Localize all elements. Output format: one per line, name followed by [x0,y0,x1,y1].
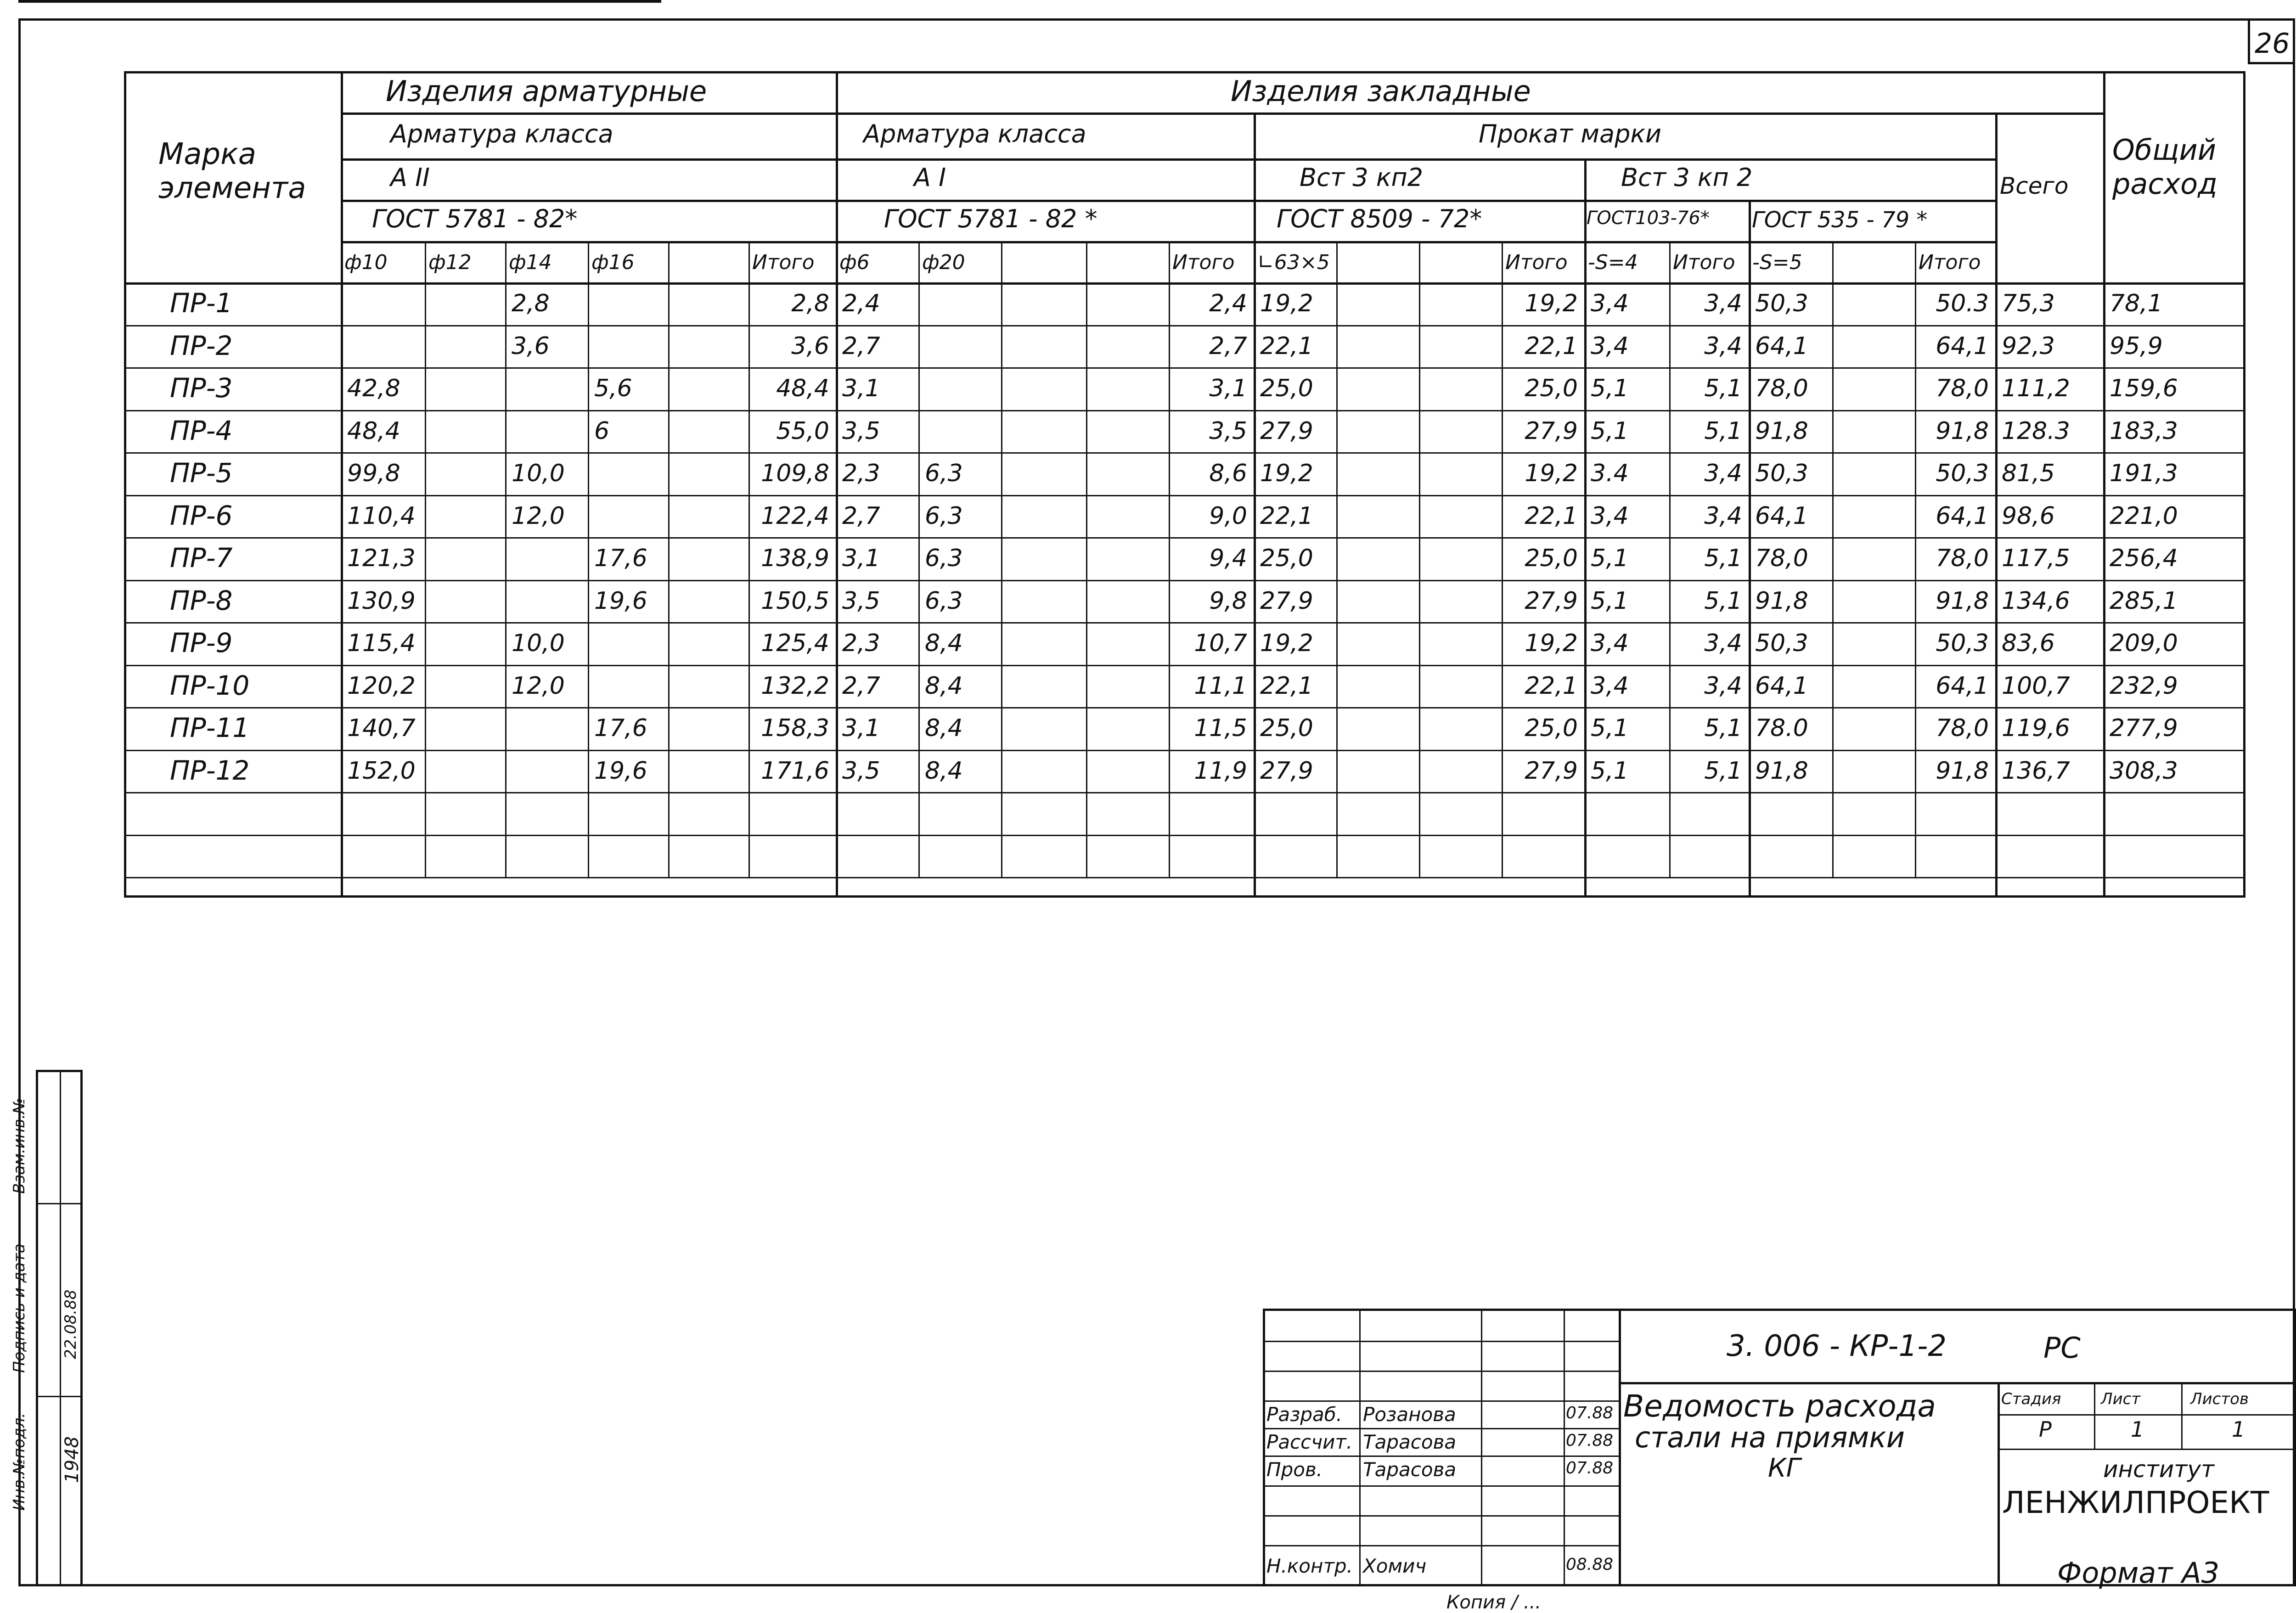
table-cell: 25,0 [1260,375,1313,402]
table-cell: 27,9 [1525,417,1578,445]
table-cell: 2,3 [842,629,880,657]
table-cell: 78,0 [1936,714,1989,742]
table-cell: 91,8 [1755,587,1808,615]
table-cell: 11,5 [1194,714,1247,742]
table-cell: 25,0 [1525,714,1578,742]
title-line-2: стали на приямки [1635,1421,1905,1454]
bottom-note: Копия / ... [1446,1592,1542,1613]
sheets-label: Листов [2190,1390,2249,1408]
table-cell: 8,4 [925,629,963,657]
subheader-cell: ф10 [344,251,388,274]
table-cell: 64,1 [1755,502,1808,530]
table-cell: 6,3 [925,460,963,487]
doc-type: РС [2043,1331,2081,1365]
table-cell: 78,0 [1755,375,1808,402]
table-cell: 64,1 [1755,332,1808,360]
table-cell: 27,9 [1260,757,1313,785]
column-divider [1584,241,1586,877]
class-aii: А II [390,163,430,192]
table-cell: 50,3 [1755,629,1808,657]
subheader-cell: ф12 [428,251,472,274]
table-cell: 12,0 [512,502,565,530]
table-cell: 22,1 [1260,502,1313,530]
row-mark: ПР-5 [170,457,233,489]
row-divider [124,367,2245,369]
table-cell: 100,7 [2002,672,2070,700]
table-cell: 5,6 [594,375,632,402]
table-cell: 183,3 [2110,417,2178,445]
table-cell: 42,8 [347,375,400,402]
table-cell: 3.4 [1591,460,1629,487]
format-label: Формат А3 [2057,1556,2220,1590]
vst3kp2-a: Вст 3 кп2 [1300,163,1424,192]
table-cell: 78,0 [1936,375,1989,402]
table-cell: 3,5 [842,587,880,615]
table-cell: 50,3 [1755,460,1808,487]
table-cell: 128.3 [2002,417,2070,445]
signer-name: Розанова [1363,1403,1456,1426]
column-divider [1419,241,1420,877]
table-cell: 95,9 [2110,332,2163,360]
table-cell: 10,0 [512,460,565,487]
armature-class-header: Арматура класса [390,119,613,148]
table-cell: 55,0 [776,417,829,445]
table-cell: 132,2 [761,672,829,700]
table-cell: 81,5 [2002,460,2055,487]
table-cell: 115,4 [347,629,416,657]
table-cell: 221,0 [2110,502,2178,530]
table-cell: 191,3 [2110,460,2178,487]
side-stamp-signature-label: Подпись и дата [10,1243,28,1373]
group-armature-header: Изделия арматурные [386,74,707,108]
table-cell: 3,4 [1704,672,1742,700]
table-cell: 3,4 [1704,502,1742,530]
signer-role: Н.контр. [1266,1555,1353,1577]
table-cell: 11,1 [1194,672,1247,700]
table-cell: 83,6 [2002,629,2055,657]
row-mark: ПР-3 [170,372,233,404]
doc-code: 3. 006 - КР-1-2 [1727,1329,1947,1363]
table-cell: 209,0 [2110,629,2178,657]
table-cell: 3,4 [1591,672,1629,700]
title-block-row-line [1263,1371,1619,1372]
table-cell: 5,1 [1591,545,1629,572]
group-embedded-header: Изделия закладные [1231,74,1531,108]
table-cell: 111,2 [2002,375,2070,402]
table-cell: 5,1 [1591,714,1629,742]
table-cell: 136,7 [2002,757,2070,785]
organization-name: ЛЕНЖИЛПРОЕКТ [2002,1485,2269,1520]
row-mark: ПР-10 [170,669,250,701]
title-block-col-line [1564,1309,1565,1586]
table-cell: 110,4 [347,502,416,530]
table-cell: 11,9 [1194,757,1247,785]
table-cell: 6 [594,417,610,445]
table-cell: 3,1 [842,714,880,742]
row-divider [124,835,2245,836]
gost-8509: ГОСТ 8509 - 72* [1277,204,1482,233]
table-cell: 117,5 [2002,545,2070,572]
row-divider [124,622,2245,624]
table-cell: 64,1 [1936,332,1989,360]
table-cell: 119,6 [2002,714,2070,742]
table-cell: 19,2 [1260,290,1313,317]
gost-5781-star: ГОСТ 5781 - 82* [372,204,578,233]
table-cell: 19,6 [594,757,647,785]
table-cell: 27,9 [1525,587,1578,615]
signer-role: Разраб. [1266,1403,1343,1426]
subheader-cell: -S=4 [1588,251,1638,274]
table-cell: 5,1 [1704,545,1742,572]
table-cell: 5,1 [1704,417,1742,445]
table-cell: 6,3 [925,502,963,530]
table-cell: 5,1 [1591,417,1629,445]
table-cell: 78,0 [1936,545,1989,572]
table-cell: 25,0 [1525,375,1578,402]
table-cell: 99,8 [347,460,400,487]
signer-date: 08.88 [1566,1555,1614,1574]
table-cell: 3,4 [1704,290,1742,317]
table-cell: 17,6 [594,714,647,742]
title-block-row-line [1263,1515,1619,1517]
table-cell: 3,4 [1591,332,1629,360]
row-divider [124,410,2245,411]
row-divider [124,750,2245,751]
table-cell: 3,4 [1591,502,1629,530]
title-block-row-line [1263,1545,1619,1546]
table-cell: 64,1 [1936,672,1989,700]
table-cell: 19,2 [1525,290,1578,317]
title-block-row-line [1263,1341,1619,1342]
total-consumption-header: Общий расход [2112,133,2217,201]
table-cell: 3,6 [791,332,829,360]
table-cell: 22,1 [1260,332,1313,360]
table-cell: 64,1 [1936,502,1989,530]
table-cell: 2,7 [842,502,880,530]
title-block-col-line [1359,1309,1361,1586]
table-cell: 19,2 [1260,629,1313,657]
sheet-value: 1 [2131,1417,2144,1442]
table-cell: 5,1 [1591,757,1629,785]
table-cell: 22,1 [1260,672,1313,700]
row-divider [124,452,2245,454]
row-mark: ПР-1 [170,287,233,319]
table-cell: 5,1 [1704,714,1742,742]
column-divider [1832,241,1834,877]
table-cell: 2,8 [512,290,550,317]
signer-date: 07.88 [1566,1431,1614,1450]
table-cell: 3,5 [1209,417,1247,445]
subheader-cell: Итого [1505,251,1568,274]
column-divider [918,241,920,877]
table-cell: 5,1 [1591,375,1629,402]
stage-label: Стадия [2001,1390,2061,1408]
table-cell: 19,6 [594,587,647,615]
table-cell: 2,7 [842,332,880,360]
title-block-row-line [1263,1485,1619,1487]
row-divider [124,792,2245,793]
table-cell: 91,8 [1755,757,1808,785]
subheader-cell: Итого [1673,251,1735,274]
table-cell: 3,4 [1704,629,1742,657]
table-cell: 50,3 [1936,629,1989,657]
table-cell: 8,4 [925,714,963,742]
table-cell: 98,6 [2002,502,2055,530]
side-stamp-date-value: 22.08.88 [62,1289,80,1359]
table-cell: 171,6 [761,757,829,785]
table-cell: 2,4 [1209,290,1247,317]
sheets-value: 1 [2232,1417,2245,1442]
row-mark: ПР-4 [170,415,233,446]
table-cell: 19,2 [1260,460,1313,487]
column-divider [1995,241,1997,877]
column-divider [836,241,837,877]
table-cell: 78,1 [2110,290,2163,317]
column-divider [1749,241,1750,877]
table-cell: 3,4 [1704,460,1742,487]
table-cell: 27,9 [1260,417,1313,445]
title-block-col-line [1481,1309,1482,1586]
armature-class-embedded-header: Арматура класса [863,119,1086,148]
row-divider [124,580,2245,581]
table-cell: 5,1 [1704,757,1742,785]
table-cell: 2,3 [842,460,880,487]
table-cell: 150,5 [761,587,829,615]
table-cell: 78,0 [1755,545,1808,572]
signer-date: 07.88 [1566,1404,1614,1422]
row-divider [124,325,2245,326]
table-cell: 3,6 [512,332,550,360]
table-cell: 6,3 [925,545,963,572]
table-cell: 19,2 [1525,460,1578,487]
table-cell: 48,4 [347,417,400,445]
table-cell: 2,4 [842,290,880,317]
side-stamp-inv-label: Инв.№подл. [10,1413,28,1511]
column-divider [1086,241,1087,877]
prokat-header: Прокат марки [1479,119,1662,148]
table-cell: 130,9 [347,587,416,615]
table-cell: 3,4 [1591,629,1629,657]
row-divider [124,537,2245,539]
table-cell: 2,8 [791,290,829,317]
row-mark: ПР-9 [170,627,233,658]
table-cell: 158,3 [761,714,829,742]
table-cell: 22,1 [1525,332,1578,360]
top-left-mark [18,0,661,3]
table-cell: 25,0 [1260,714,1313,742]
table-cell: 10,0 [512,629,565,657]
table-cell: 8,6 [1209,460,1247,487]
row-mark: ПР-2 [170,330,233,361]
table-cell: 22,1 [1525,672,1578,700]
table-cell: 6,3 [925,587,963,615]
table-cell: 140,7 [347,714,416,742]
side-stamp-vzam-label: Взам.инв.№ [10,1097,28,1194]
subheader-cell: Итого [1172,251,1235,274]
table-cell: 10,7 [1194,629,1247,657]
signer-name: Тарасова [1363,1431,1457,1453]
column-divider [588,241,589,877]
stage-value: Р [2039,1417,2052,1442]
table-cell: 152,0 [347,757,416,785]
signer-name: Тарасова [1363,1458,1457,1481]
table-cell: 8,4 [925,757,963,785]
row-mark: ПР-12 [170,754,250,786]
table-cell: 91,8 [1936,757,1989,785]
row-mark: ПР-6 [170,500,233,531]
table-cell: 27,9 [1525,757,1578,785]
table-cell: 3,1 [842,545,880,572]
table-cell: 75,3 [2002,290,2055,317]
subheader-cell: Итого [752,251,815,274]
mark-header: Марка элемента [158,137,306,205]
subheader-cell: Итого [1919,251,1981,274]
table-cell: 92,3 [2002,332,2055,360]
vst3kp2-b: Вст 3 кп 2 [1621,163,1753,192]
table-cell: 3,5 [842,757,880,785]
row-mark: ПР-11 [170,712,250,743]
table-cell: 9,0 [1209,502,1247,530]
column-divider [1254,241,1255,877]
table-cell: 256,4 [2110,545,2178,572]
row-divider [124,665,2245,666]
gost-103: ГОСТ103-76* [1587,208,1710,229]
table-cell: 121,3 [347,545,416,572]
table-cell: 12,0 [512,672,565,700]
column-divider [505,241,506,877]
table-cell: 17,6 [594,545,647,572]
table-cell: 50.3 [1936,290,1989,317]
table-cell: 2,7 [842,672,880,700]
subheader-cell: -S=5 [1752,251,1802,274]
title-line-1: Ведомость расхода [1623,1388,1936,1424]
table-cell: 19,2 [1525,629,1578,657]
table-cell: 5,1 [1591,587,1629,615]
signer-name: Хомич [1363,1555,1427,1577]
table-cell: 3,5 [842,417,880,445]
subheader-cell: ф14 [509,251,552,274]
title-line-3: КГ [1768,1453,1801,1483]
table-cell: 159,6 [2110,375,2178,402]
table-cell: 3,4 [1591,290,1629,317]
table-cell: 50,3 [1936,460,1989,487]
table-cell: 120,2 [347,672,416,700]
subheader-cell: ∟63×5 [1257,251,1330,274]
row-mark: ПР-7 [170,542,233,573]
table-cell: 232,9 [2110,672,2178,700]
table-cell: 27,9 [1260,587,1313,615]
sheet-label: Лист [2101,1390,2141,1408]
subheader-cell: ф16 [591,251,635,274]
title-block-row-line [1263,1456,1619,1457]
table-cell: 22,1 [1525,502,1578,530]
vsego-header: Всего [2000,173,2069,199]
table-cell: 285,1 [2110,587,2178,615]
table-cell: 8,4 [925,672,963,700]
row-divider [124,877,2245,878]
column-divider [1001,241,1002,877]
gost-5781: ГОСТ 5781 - 82 * [884,204,1097,233]
table-cell: 125,4 [761,629,829,657]
gost-535: ГОСТ 535 - 79 * [1752,207,1928,233]
table-cell: 122,4 [761,502,829,530]
table-cell: 9,4 [1209,545,1247,572]
table-cell: 64,1 [1755,672,1808,700]
signer-role: Пров. [1266,1458,1323,1481]
table-cell: 138,9 [761,545,829,572]
row-mark: ПР-8 [170,585,233,616]
table-cell: 25,0 [1525,545,1578,572]
table-cell: 78.0 [1755,714,1808,742]
table-cell: 277,9 [2110,714,2178,742]
class-ai: А I [914,163,946,192]
table-cell: 2,7 [1209,332,1247,360]
table-cell: 91,8 [1936,417,1989,445]
institute-label: институт [2103,1456,2215,1483]
table-cell: 48,4 [776,375,829,402]
sheet-number: 26 [2255,28,2290,60]
table-cell: 91,8 [1936,587,1989,615]
subheader-cell: ф20 [922,251,965,274]
column-divider [1336,241,1338,877]
table-cell: 5,1 [1704,375,1742,402]
table-cell: 109,8 [761,460,829,487]
column-divider [668,241,670,877]
signer-role: Рассчит. [1266,1431,1353,1453]
title-block-row-line [1263,1428,1619,1429]
side-stamp-inv-value: 1948 [62,1436,83,1483]
table-cell: 3,4 [1704,332,1742,360]
row-divider [124,707,2245,708]
table-cell: 5,1 [1704,587,1742,615]
signer-date: 07.88 [1566,1459,1614,1478]
table-cell: 91,8 [1755,417,1808,445]
table-cell: 308,3 [2110,757,2178,785]
table-cell: 50,3 [1755,290,1808,317]
table-cell: 134,6 [2002,587,2070,615]
column-divider [425,241,426,877]
table-cell: 25,0 [1260,545,1313,572]
row-divider [124,495,2245,496]
table-cell: 3,1 [842,375,880,402]
subheader-cell: ф6 [839,251,870,274]
table-cell: 9,8 [1209,587,1247,615]
table-cell: 3,1 [1209,375,1247,402]
title-block-row-line [1263,1400,1619,1402]
